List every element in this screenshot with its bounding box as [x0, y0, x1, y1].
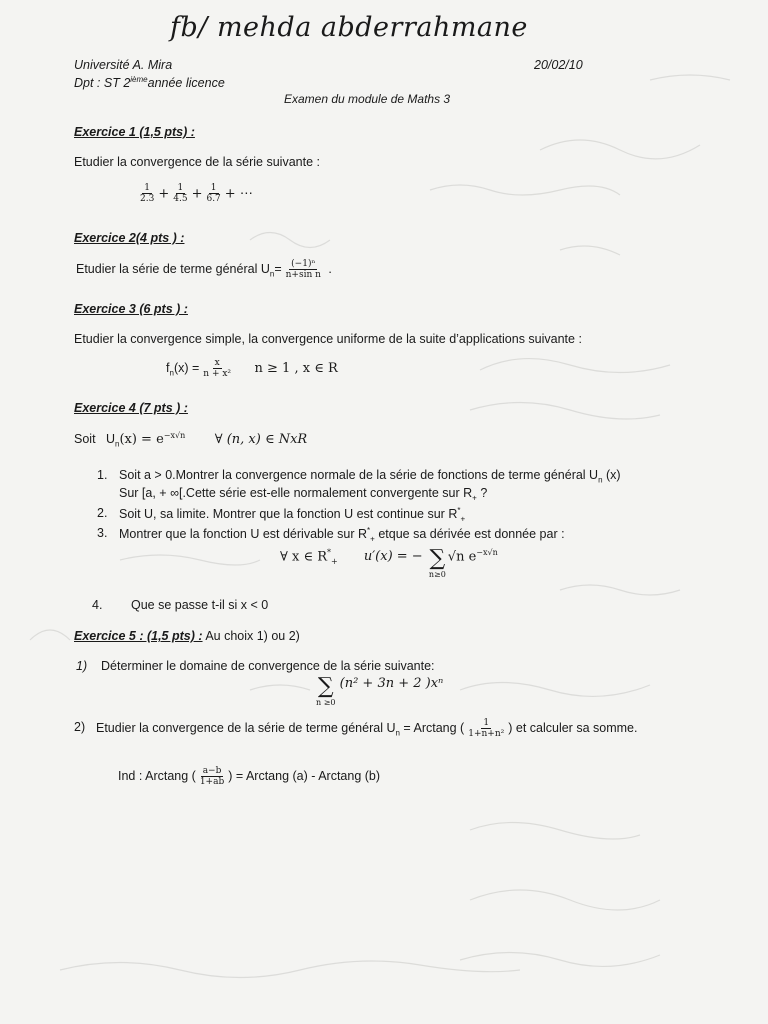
hint-fraction: $\frac{a-b}{1+ab}$ — [199, 766, 225, 788]
exercise-3-fraction: $\frac{x}{\text{n + x²}}$ — [203, 358, 232, 380]
question-1-series: ∑ n ≥0 (n² + 3n + 2 )xⁿ — [316, 674, 444, 707]
series-ellipsis: + ⋯ — [224, 186, 253, 202]
item-3-line-1: Montrer que la fonction U est dérivable sur $R^*_+$ etque sa dérivée est donnée par : — [119, 526, 565, 544]
exercise-3-condition: n ≥ 1 , x ∈ R — [254, 361, 338, 377]
item-2-number: 2. — [97, 506, 108, 520]
department-suffix: année licence — [147, 76, 225, 91]
item-4-number: 4. — [92, 598, 103, 612]
exam-date: 20/02/10 — [534, 58, 583, 72]
exercise-3-title: Exercice 3 (6 pts ) : — [74, 302, 188, 316]
exercise-5-choice: Au choix 1) ou 2) — [202, 629, 300, 643]
plus-sign: + — [191, 186, 203, 202]
author-handwriting: fb/ mehda abderrahmane — [170, 12, 528, 43]
exercise-3-text: Etudier la convergence simple, la convergence uniforme de la suite d’applications suivante : — [74, 332, 582, 346]
item-4-line-1: Que se passe t-il si x < 0 — [131, 598, 269, 612]
exercise-5-header — [74, 629, 300, 643]
department-line — [74, 75, 225, 90]
question-1-number: 1) — [76, 659, 88, 673]
exercise-2-title: Exercice 2(4 pts ) : — [74, 231, 185, 245]
hint-line: Ind : Arctang ( $\frac{a-b}{1+ab}$ ) = Arctang (a) - Arctang (b) — [118, 766, 381, 788]
question-2-fraction: $\frac{1}{\text{1+n+n²}}$ — [468, 718, 505, 740]
exam-title: Examen du module de Maths 3 — [284, 92, 451, 106]
university-name: Université A. Mira — [74, 58, 173, 72]
exercise-5-title: Exercice 5 : (1,5 pts) : — [74, 629, 203, 643]
question-2-text: Etudier la convergence de la série de terme général $U_n = Arctang$ ( $\frac{1}{\text{1+n+n²}}$ ) et calculer sa somme. — [96, 718, 638, 740]
plus-sign: + — [158, 186, 170, 202]
item-1-number: 1. — [97, 468, 108, 482]
exercise-4-domain: ∀ (n, x) ∈ NxR — [214, 432, 308, 448]
item-1-line-2: Sur [a, + ∞[.Cette série est-elle normalement convergente sur $R_+$ ? — [119, 486, 488, 503]
exercise-1-series — [136, 183, 253, 205]
exercise-4-title: Exercice 4 (7 pts ) : — [74, 401, 188, 415]
department-prefix: Dpt : ST 2 — [74, 76, 131, 91]
exercise-1-text: Etudier la convergence de la série suivante : — [74, 155, 320, 169]
series-term-1: $\frac{1}{2.3}$ — [140, 183, 155, 205]
question-1-text: Déterminer le domaine de convergence de la série suivante: — [101, 659, 435, 673]
exercise-3-function: $f_n(x)$ = $\frac{x}{\text{n + x²}}$ n ≥ 1 , x ∈ R — [166, 358, 338, 380]
series-term-3: $\frac{1}{6.7}$ — [206, 183, 221, 205]
derivative-formula: ∀ x ∈ $R^*_+$ u′(x) = − ∑ n≥0 √n $e^{-x√n}$ — [280, 546, 498, 579]
item-3-number: 3. — [97, 526, 108, 540]
item-1-line-1: Soit a > 0.Montrer la convergence normale de la série de fonctions de terme général $U_n$ (x) — [119, 468, 621, 485]
question-1-sum: ∑ n ≥0 — [316, 674, 336, 707]
derivative-sum: ∑ n≥0 — [428, 546, 446, 579]
item-2-line-1: Soit U, sa limite. Montrer que la fonction U est continue sur $R^*_+$ — [119, 506, 466, 524]
exercise-2-fraction: $\frac{\text{(−1)ⁿ}}{\text{n+sin n}}$ — [285, 259, 321, 281]
exercise-1-title: Exercice 1 (1,5 pts) : — [74, 125, 195, 139]
exercise-2-text: Etudier la série de terme général $U_n=$ $\frac{\text{(−1)ⁿ}}{\text{n+sin n}}$ . — [76, 259, 332, 281]
exercise-4-definition: Soit $U_n(x) = e^{-x√n}$ ∀ (n, x) ∈ NxR — [74, 431, 308, 449]
question-2-number: 2) — [74, 720, 86, 734]
series-term-2: $\frac{1}{4.5}$ — [173, 183, 188, 205]
department-sup: ième — [130, 75, 148, 84]
